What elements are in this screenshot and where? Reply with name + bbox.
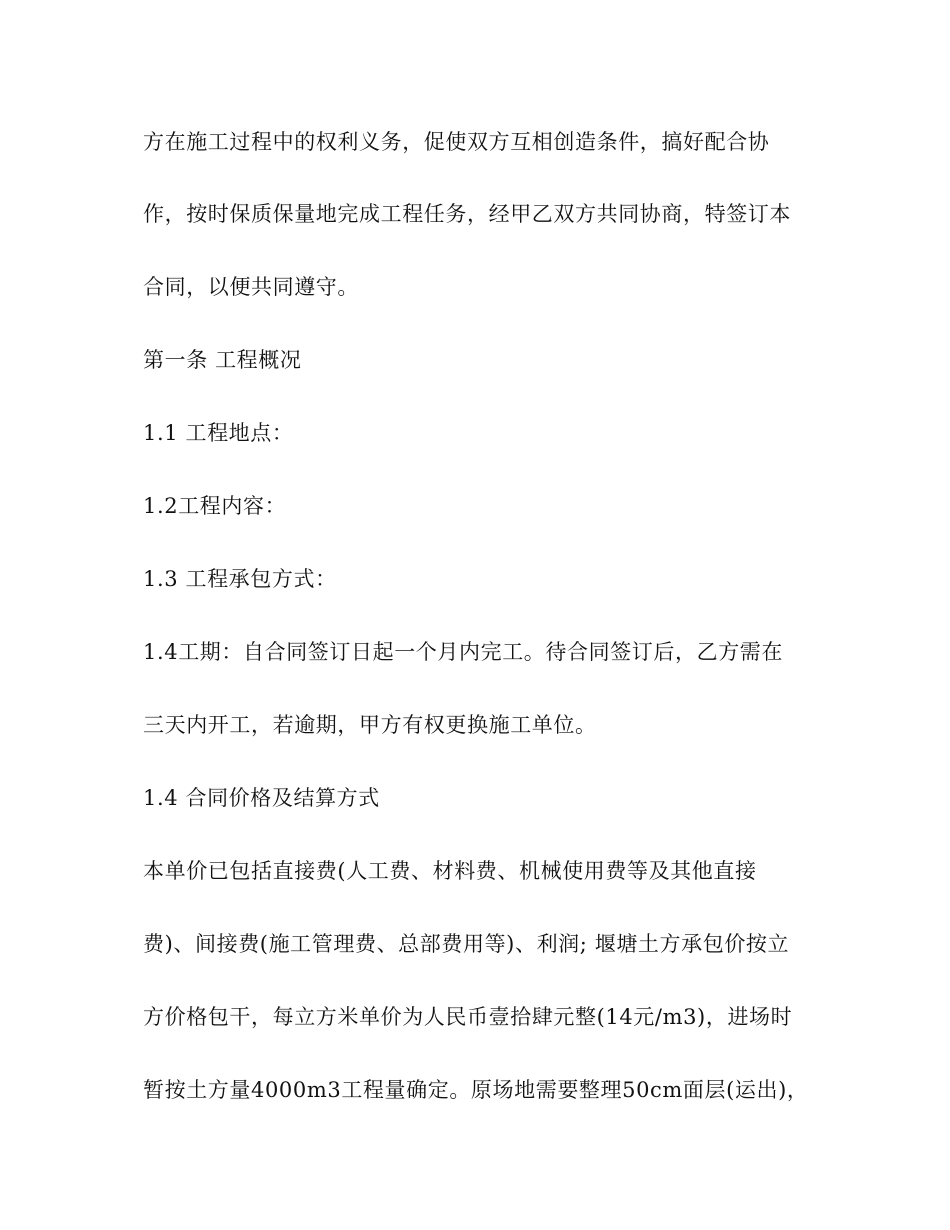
paragraph-line: 三天内开工，若逾期，甲方有权更换施工单位。: [143, 713, 597, 737]
clause-line: 1.4工期：自合同签订日起一个月内完工。待合同签订后，乙方需在: [143, 640, 783, 664]
clause-line: 1.2工程内容：: [143, 494, 287, 518]
paragraph-line: 方价格包干，每立方米单价为人民币壹拾肆元整(14元/m3)，进场时: [143, 1005, 793, 1029]
paragraph-line: 暂按土方量4000m3工程量确定。原场地需要整理50cm面层(运出)，: [143, 1078, 809, 1102]
paragraph-line: 作，按时保质保量地完成工程任务，经甲乙双方共同协商，特签订本: [143, 202, 791, 226]
clause-line: 1.4 合同价格及结算方式: [143, 786, 380, 810]
paragraph-line: 合同，以便共同遵守。: [143, 275, 359, 299]
clause-line: 1.1 工程地点：: [143, 421, 294, 445]
paragraph-line: 本单价已包括直接费(人工费、材料费、机械使用费等及其他直接: [143, 859, 757, 883]
clause-line: 1.3 工程承包方式：: [143, 567, 337, 591]
section-heading: 第一条 工程概况: [143, 348, 302, 372]
paragraph-line: 方在施工过程中的权利义务，促使双方互相创造条件，搞好配合协: [143, 130, 770, 154]
paragraph-line: 费)、间接费(施工管理费、总部费用等)、利润; 堰塘土方承包价按立: [143, 932, 790, 956]
